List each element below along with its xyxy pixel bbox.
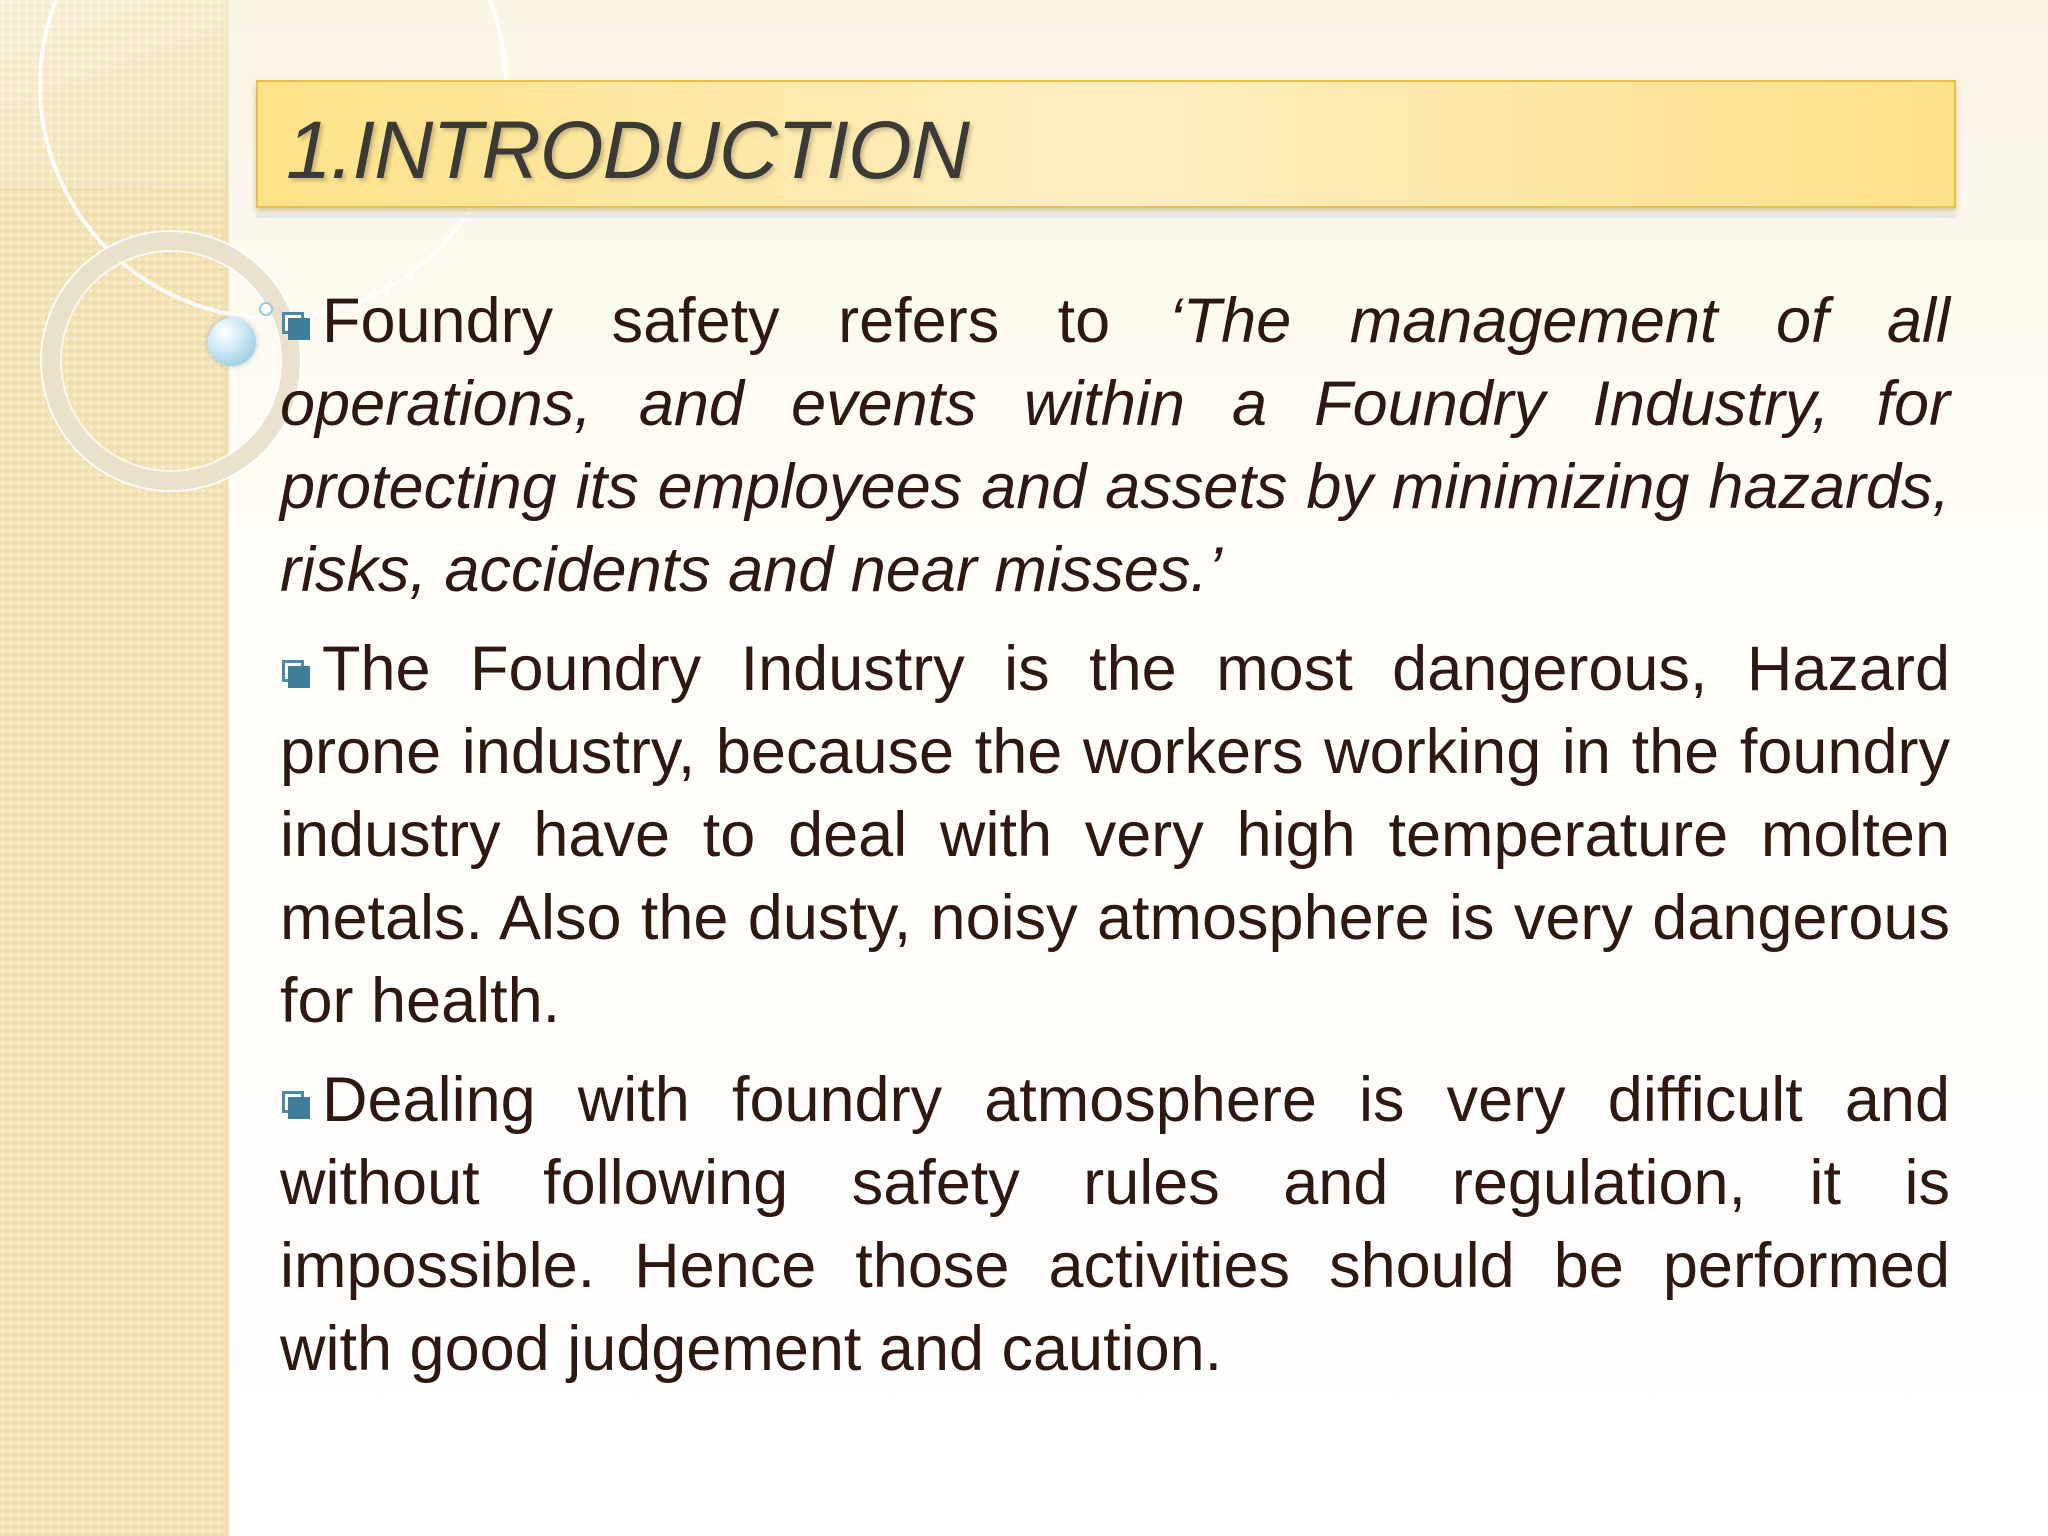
bullet-paragraph-3	[280, 1059, 1950, 1391]
decorative-small-bubble-icon	[259, 302, 273, 316]
bullet-paragraph-2	[280, 628, 1950, 1043]
checkbox-square-bullet-icon	[280, 656, 312, 688]
checkbox-square-bullet-icon	[280, 1087, 312, 1119]
bullet-2-text: The Foundry Industry is the most dangerous, Hazard prone industry, because the workers working in the foundry industry have to deal with very high temperature molten metals. Also the dusty, noisy atmosphere is very dangerous for health.	[280, 634, 1950, 1036]
decorative-bubble-icon	[208, 318, 256, 366]
slide-content	[280, 280, 1950, 1407]
bullet-paragraph-1	[280, 280, 1950, 612]
slide-title: 1.INTRODUCTION	[286, 105, 969, 196]
title-underline	[256, 214, 1956, 218]
checkbox-square-bullet-icon	[280, 308, 312, 340]
bullet-1-lead: Foundry safety refers to	[322, 286, 1169, 356]
decorative-small-ring	[42, 232, 300, 490]
bullet-3-text: Dealing with foundry atmosphere is very difficult and without following safety rules and regulation, it is impossible. Hence those activities should be performed with good judgement and caution.	[280, 1065, 1950, 1384]
bullet-1-quote: ‘The management of all operations, and events within a Foundry Industry, for protecting its employees and assets by minimizing hazards, risks, accidents and near misses.’	[280, 286, 1950, 605]
title-bar	[256, 80, 1956, 208]
